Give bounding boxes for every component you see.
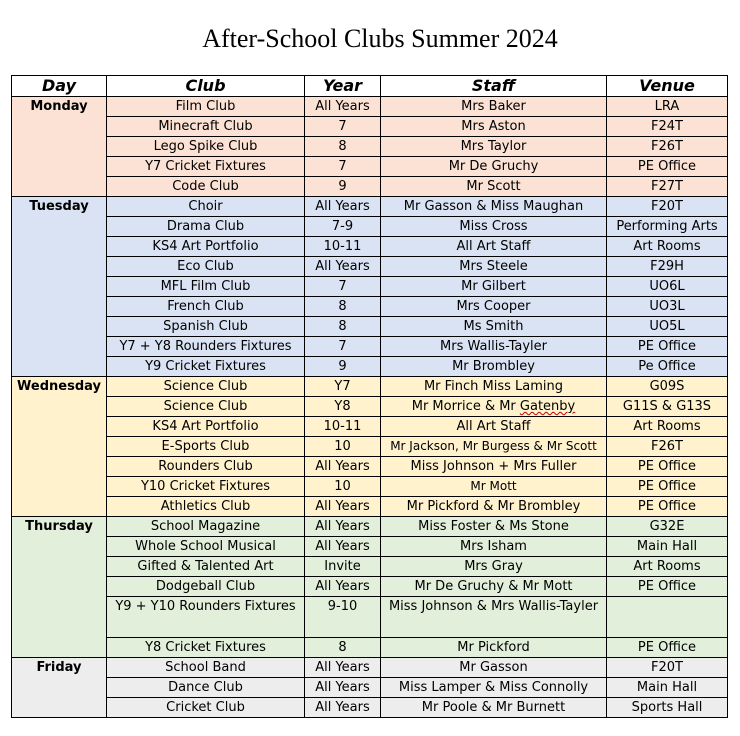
venue-cell: Pe Office bbox=[607, 357, 728, 377]
club-cell: KS4 Art Portfolio bbox=[107, 417, 305, 437]
venue-cell bbox=[607, 597, 728, 638]
staff-cell: Mr Mott bbox=[381, 477, 607, 497]
club-cell: Dodgeball Club bbox=[107, 577, 305, 597]
year-cell: 10 bbox=[305, 477, 381, 497]
staff-cell: Miss Lamper & Miss Connolly bbox=[381, 678, 607, 698]
day-cell: Friday bbox=[12, 658, 107, 718]
staff-cell: Mr Pickford bbox=[381, 638, 607, 658]
venue-cell: PE Office bbox=[607, 638, 728, 658]
club-cell: Minecraft Club bbox=[107, 117, 305, 137]
staff-cell: Mr Poole & Mr Burnett bbox=[381, 698, 607, 718]
year-cell: All Years bbox=[305, 658, 381, 678]
year-cell: 7 bbox=[305, 337, 381, 357]
staff-cell: Mr De Gruchy bbox=[381, 157, 607, 177]
clubs-table bbox=[11, 75, 728, 718]
staff-cell bbox=[381, 397, 607, 417]
year-cell: 10-11 bbox=[305, 237, 381, 257]
table-row bbox=[12, 457, 728, 477]
venue-cell: PE Office bbox=[607, 497, 728, 517]
club-cell: Eco Club bbox=[107, 257, 305, 277]
club-cell: Dance Club bbox=[107, 678, 305, 698]
venue-cell: Art Rooms bbox=[607, 417, 728, 437]
year-cell: 10-11 bbox=[305, 417, 381, 437]
staff-cell: Mr Pickford & Mr Brombley bbox=[381, 497, 607, 517]
venue-cell: F24T bbox=[607, 117, 728, 137]
table-row bbox=[12, 417, 728, 437]
staff-cell: Miss Johnson + Mrs Fuller bbox=[381, 457, 607, 477]
year-cell: Invite bbox=[305, 557, 381, 577]
club-cell: Science Club bbox=[107, 377, 305, 397]
table-row bbox=[12, 698, 728, 718]
year-cell: All Years bbox=[305, 577, 381, 597]
venue-cell: G11S & G13S bbox=[607, 397, 728, 417]
venue-cell: PE Office bbox=[607, 457, 728, 477]
day-cell: Tuesday bbox=[12, 197, 107, 377]
year-cell: 7 bbox=[305, 157, 381, 177]
table-row bbox=[12, 197, 728, 217]
club-cell: Y9 + Y10 Rounders Fixtures bbox=[107, 597, 305, 638]
header-year: Year bbox=[305, 76, 381, 97]
year-cell: 8 bbox=[305, 297, 381, 317]
staff-cell: Ms Smith bbox=[381, 317, 607, 337]
club-cell: Code Club bbox=[107, 177, 305, 197]
year-cell: 9 bbox=[305, 177, 381, 197]
staff-cell: Mrs Isham bbox=[381, 537, 607, 557]
table-row bbox=[12, 477, 728, 497]
table-row bbox=[12, 597, 728, 638]
header-club: Club bbox=[107, 76, 305, 97]
header-row bbox=[12, 76, 728, 97]
staff-cell: Miss Foster & Ms Stone bbox=[381, 517, 607, 537]
club-cell: Drama Club bbox=[107, 217, 305, 237]
table-row bbox=[12, 277, 728, 297]
year-cell: Y8 bbox=[305, 397, 381, 417]
staff-cell: Miss Johnson & Mrs Wallis-Tayler bbox=[381, 597, 607, 638]
year-cell: All Years bbox=[305, 698, 381, 718]
year-cell: 7 bbox=[305, 117, 381, 137]
club-cell: Rounders Club bbox=[107, 457, 305, 477]
club-cell: School Band bbox=[107, 658, 305, 678]
club-cell: Y8 Cricket Fixtures bbox=[107, 638, 305, 658]
staff-cell: Mrs Wallis-Tayler bbox=[381, 337, 607, 357]
year-cell: Y7 bbox=[305, 377, 381, 397]
year-cell: All Years bbox=[305, 497, 381, 517]
club-cell: MFL Film Club bbox=[107, 277, 305, 297]
year-cell: 7-9 bbox=[305, 217, 381, 237]
table-row bbox=[12, 377, 728, 397]
year-cell: 8 bbox=[305, 317, 381, 337]
club-cell: Gifted & Talented Art bbox=[107, 557, 305, 577]
table-row bbox=[12, 437, 728, 457]
club-cell: Whole School Musical bbox=[107, 537, 305, 557]
staff-text: Mr Morrice & Mr bbox=[411, 399, 520, 414]
club-cell: School Magazine bbox=[107, 517, 305, 537]
venue-cell: PE Office bbox=[607, 337, 728, 357]
day-cell: Thursday bbox=[12, 517, 107, 658]
staff-cell: Mr Gilbert bbox=[381, 277, 607, 297]
table-row bbox=[12, 177, 728, 197]
year-cell: 10 bbox=[305, 437, 381, 457]
year-cell: 8 bbox=[305, 638, 381, 658]
table-row bbox=[12, 577, 728, 597]
table-row bbox=[12, 357, 728, 377]
venue-cell: F27T bbox=[607, 177, 728, 197]
table-row bbox=[12, 317, 728, 337]
venue-cell: UO6L bbox=[607, 277, 728, 297]
venue-cell: Art Rooms bbox=[607, 237, 728, 257]
club-cell: Y7 Cricket Fixtures bbox=[107, 157, 305, 177]
year-cell: 9 bbox=[305, 357, 381, 377]
table-row bbox=[12, 257, 728, 277]
table-row bbox=[12, 638, 728, 658]
staff-cell: Mrs Aston bbox=[381, 117, 607, 137]
venue-cell: F26T bbox=[607, 137, 728, 157]
venue-cell: Art Rooms bbox=[607, 557, 728, 577]
header-staff: Staff bbox=[381, 76, 607, 97]
venue-cell: F20T bbox=[607, 658, 728, 678]
day-cell: Wednesday bbox=[12, 377, 107, 517]
venue-cell: F29H bbox=[607, 257, 728, 277]
staff-cell: Mrs Taylor bbox=[381, 137, 607, 157]
venue-cell: F20T bbox=[607, 197, 728, 217]
table-row bbox=[12, 157, 728, 177]
clubs-table-body bbox=[12, 97, 728, 718]
table-row bbox=[12, 658, 728, 678]
year-cell: 7 bbox=[305, 277, 381, 297]
staff-cell: Miss Cross bbox=[381, 217, 607, 237]
year-cell: All Years bbox=[305, 517, 381, 537]
venue-cell: LRA bbox=[607, 97, 728, 117]
club-cell: Lego Spike Club bbox=[107, 137, 305, 157]
spellcheck-flagged-text: Gatenby bbox=[519, 399, 576, 414]
year-cell: All Years bbox=[305, 457, 381, 477]
staff-cell: Mr Scott bbox=[381, 177, 607, 197]
club-cell: Y7 + Y8 Rounders Fixtures bbox=[107, 337, 305, 357]
venue-cell: Main Hall bbox=[607, 537, 728, 557]
header-day: Day bbox=[12, 76, 107, 97]
year-cell: 8 bbox=[305, 137, 381, 157]
staff-cell: Mrs Cooper bbox=[381, 297, 607, 317]
header-venue: Venue bbox=[607, 76, 728, 97]
table-row bbox=[12, 337, 728, 357]
club-cell: E-Sports Club bbox=[107, 437, 305, 457]
venue-cell: Main Hall bbox=[607, 678, 728, 698]
club-cell: Athletics Club bbox=[107, 497, 305, 517]
year-cell: All Years bbox=[305, 678, 381, 698]
table-row bbox=[12, 137, 728, 157]
club-cell: Film Club bbox=[107, 97, 305, 117]
club-cell: Choir bbox=[107, 197, 305, 217]
staff-cell: Mrs Baker bbox=[381, 97, 607, 117]
club-cell: Cricket Club bbox=[107, 698, 305, 718]
table-row bbox=[12, 537, 728, 557]
venue-cell: UO3L bbox=[607, 297, 728, 317]
table-row bbox=[12, 217, 728, 237]
table-row bbox=[12, 517, 728, 537]
venue-cell: Performing Arts bbox=[607, 217, 728, 237]
table-row bbox=[12, 117, 728, 137]
year-cell: All Years bbox=[305, 97, 381, 117]
table-row bbox=[12, 557, 728, 577]
table-row bbox=[12, 97, 728, 117]
venue-cell: PE Office bbox=[607, 157, 728, 177]
year-cell: All Years bbox=[305, 197, 381, 217]
table-row bbox=[12, 397, 728, 417]
staff-cell: Mr Brombley bbox=[381, 357, 607, 377]
club-cell: Y10 Cricket Fixtures bbox=[107, 477, 305, 497]
club-cell: Spanish Club bbox=[107, 317, 305, 337]
table-row bbox=[12, 237, 728, 257]
staff-cell: Mrs Steele bbox=[381, 257, 607, 277]
day-cell: Monday bbox=[12, 97, 107, 197]
staff-cell: Mr Jackson, Mr Burgess & Mr Scott bbox=[381, 437, 607, 457]
table-row bbox=[12, 297, 728, 317]
staff-cell: All Art Staff bbox=[381, 237, 607, 257]
page-title: After-School Clubs Summer 2024 bbox=[202, 24, 558, 53]
staff-cell: Mr Gasson bbox=[381, 658, 607, 678]
table-row bbox=[12, 678, 728, 698]
club-cell: KS4 Art Portfolio bbox=[107, 237, 305, 257]
staff-cell: All Art Staff bbox=[381, 417, 607, 437]
venue-cell: G32E bbox=[607, 517, 728, 537]
year-cell: All Years bbox=[305, 257, 381, 277]
year-cell: 9-10 bbox=[305, 597, 381, 638]
venue-cell: PE Office bbox=[607, 477, 728, 497]
club-cell: Science Club bbox=[107, 397, 305, 417]
venue-cell: PE Office bbox=[607, 577, 728, 597]
table-row bbox=[12, 497, 728, 517]
venue-cell: Sports Hall bbox=[607, 698, 728, 718]
staff-cell: Mrs Gray bbox=[381, 557, 607, 577]
year-cell: All Years bbox=[305, 537, 381, 557]
venue-cell: G09S bbox=[607, 377, 728, 397]
club-cell: French Club bbox=[107, 297, 305, 317]
staff-cell: Mr De Gruchy & Mr Mott bbox=[381, 577, 607, 597]
venue-cell: UO5L bbox=[607, 317, 728, 337]
staff-cell: Mr Finch Miss Laming bbox=[381, 377, 607, 397]
staff-cell: Mr Gasson & Miss Maughan bbox=[381, 197, 607, 217]
club-cell: Y9 Cricket Fixtures bbox=[107, 357, 305, 377]
venue-cell: F26T bbox=[607, 437, 728, 457]
